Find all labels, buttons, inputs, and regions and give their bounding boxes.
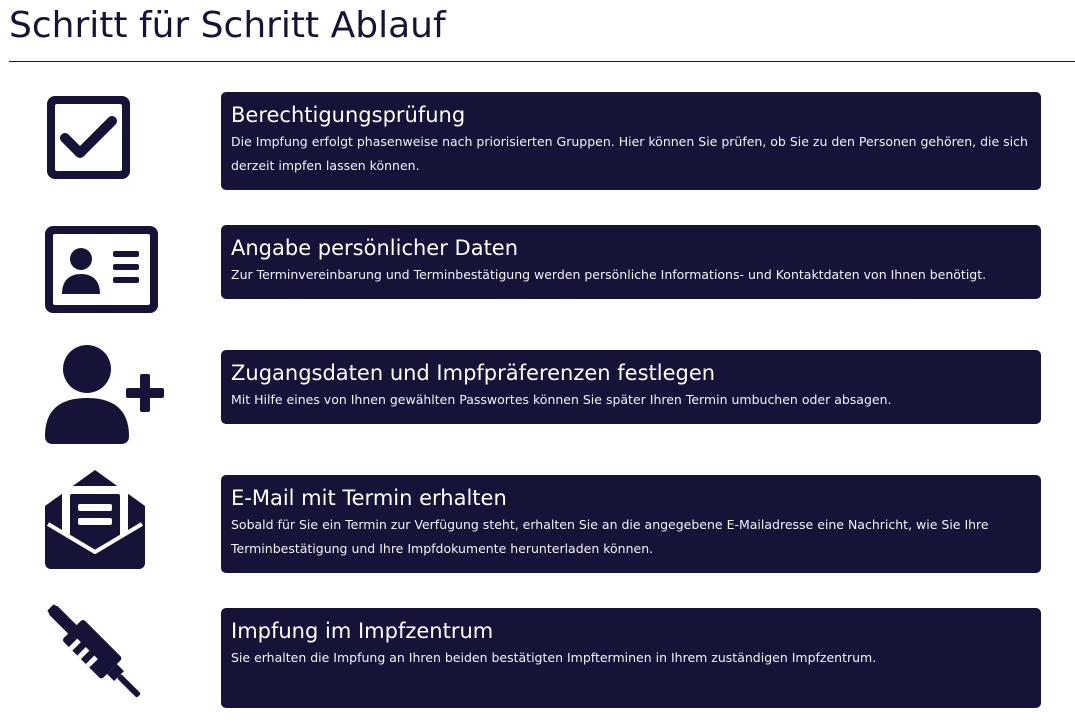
step-description: Die Impfung erfolgt phasenweise nach priorisierten Gruppen. Hier können Sie prüfen, ob Sie zu den Personen gehören, die sich derzeit impfen lassen können. [231, 134, 1028, 173]
title-divider [9, 61, 1075, 62]
step-card-vaccination [221, 608, 1041, 708]
syringe-icon [40, 600, 180, 704]
step-title: Impfung im Impfzentrum [231, 619, 494, 643]
step-description: Sie erhalten die Impfung an Ihren beiden bestätigten Impfterminen in Ihrem zuständigen Impfzentrum. [231, 650, 877, 665]
step-card-credentials [221, 350, 1041, 424]
step-title: Angabe persönlicher Daten [231, 236, 519, 260]
checkbox-icon [40, 92, 180, 182]
step-card-email [221, 475, 1041, 573]
page-title: Schritt für Schritt Ablauf [9, 5, 446, 46]
step-description: Sobald für Sie ein Termin zur Verfügung steht, erhalten Sie an die angegebene E-Mailadresse eine Nachricht, wie Sie Ihre Terminbestätigung und Ihre Impfdokumente herunterladen können. [231, 517, 989, 556]
step-description: Mit Hilfe eines von Ihnen gewählten Passwortes können Sie später Ihren Termin umbuchen oder absagen. [231, 392, 892, 407]
envelope-open-text-icon [40, 466, 180, 572]
user-plus-icon [40, 342, 180, 446]
step-card-eligibility [221, 92, 1041, 190]
step-title: Zugangsdaten und Impfpräferenzen festlegen [231, 361, 716, 385]
step-card-personal-data [221, 225, 1041, 299]
id-card-icon [40, 224, 180, 316]
step-title: E-Mail mit Termin erhalten [231, 486, 507, 510]
step-title: Berechtigungsprüfung [231, 103, 466, 127]
step-description: Zur Terminvereinbarung und Terminbestätigung werden persönliche Informations- und Kontaktdaten von Ihnen benötigt. [231, 267, 987, 282]
